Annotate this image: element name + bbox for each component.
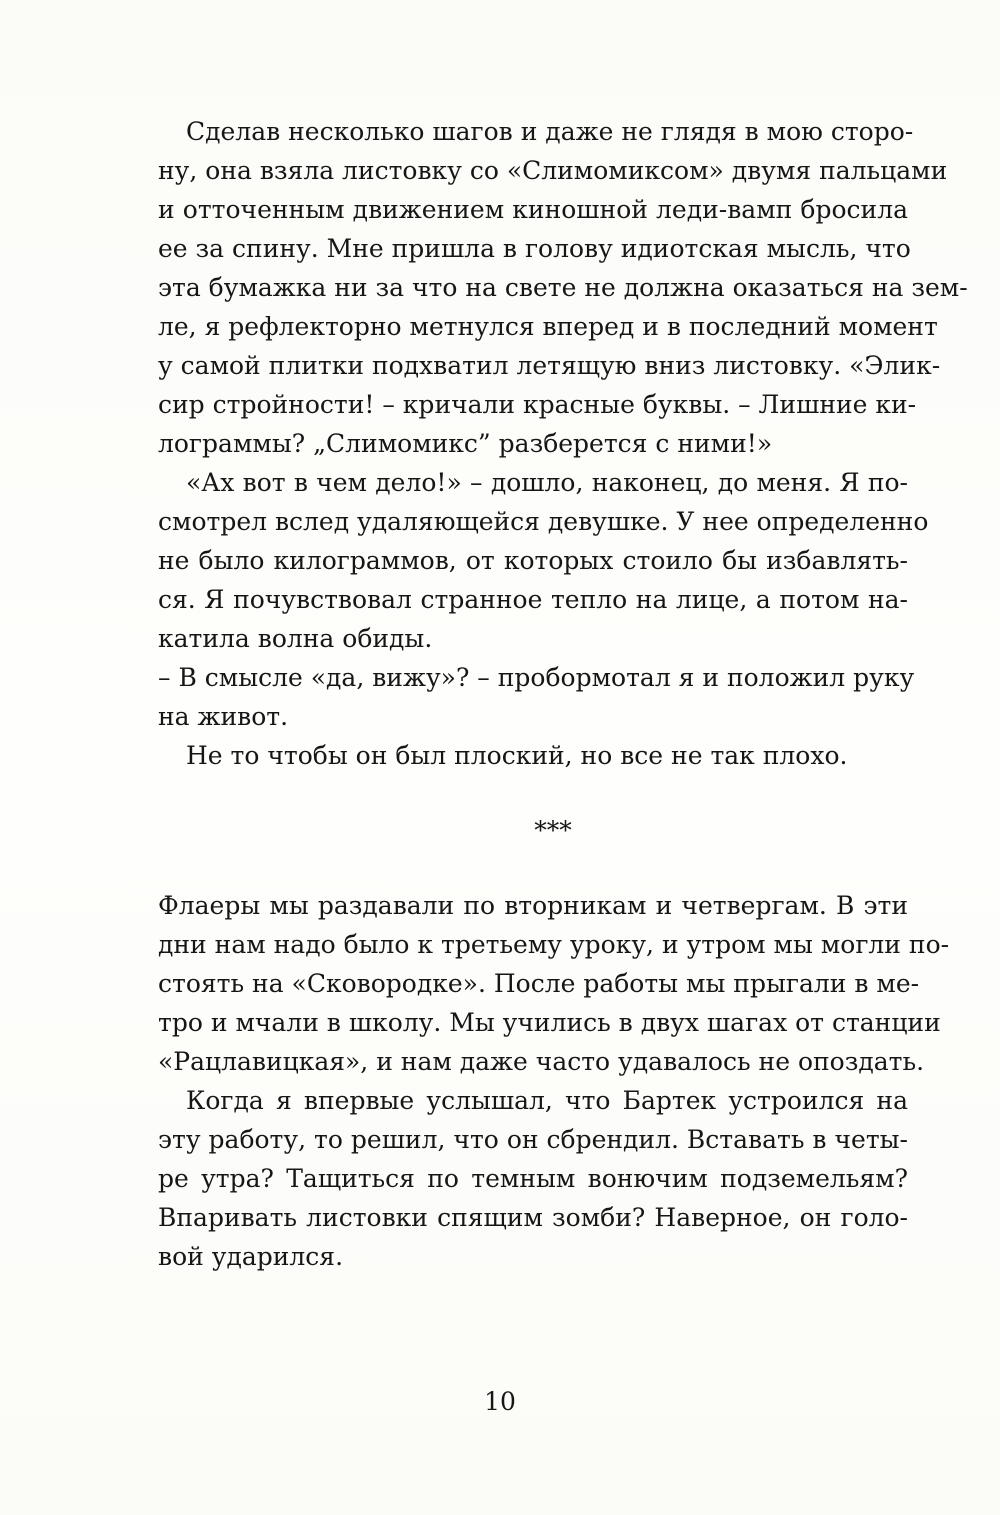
text-line: стоять на «Сковородке». После работы мы прыгали в ме- (158, 969, 920, 998)
paragraph-4 (158, 736, 908, 775)
paragraph-6 (158, 1081, 908, 1276)
text-line: Флаеры мы раздавали по вторникам и четвергам. В эти (158, 891, 908, 920)
text-line: эту работу, то решил, что он сбрендил. Вставать в четы- (158, 1125, 908, 1154)
text-line: катила волна обиды. (158, 624, 433, 653)
text-line: ся. Я почувствовал странное тепло на лице, а потом на- (158, 585, 908, 614)
paragraph-1 (158, 112, 968, 463)
text-line: на живот. (158, 702, 289, 731)
text-line: Не то чтобы он был плоский, но все не так плохо. (186, 741, 848, 770)
text-line: тро и мчали в школу. Мы учились в двух шагах от станции (158, 1008, 941, 1037)
page-number: 10 (484, 1387, 516, 1416)
text-line: ре утра? Тащиться по темным вонючим подземельям? (158, 1164, 908, 1193)
text-line: не было килограммов, от которых стоило бы избавлять- (158, 546, 908, 575)
text-line: «Рацлавицкая», и нам даже часто удавалось не опоздать. (158, 1047, 925, 1076)
text-line: эта бумажка ни за что на свете не должна оказаться на зем- (158, 273, 968, 302)
text-line: Сделав несколько шагов и даже не глядя в мою сторо- (186, 117, 914, 146)
text-line: «Ах вот в чем дело!» – дошло, наконец, до меня. Я по- (186, 468, 908, 497)
text-line: Впаривать листовки спящим зомби? Наверное, он голо- (158, 1203, 908, 1232)
text-line: ле, я рефлекторно метнулся вперед и в последний момент (158, 312, 938, 341)
text-line: вой ударился. (158, 1242, 344, 1271)
text-line: у самой плитки подхватил летящую вниз листовку. «Элик- (158, 351, 941, 380)
text-line: ее за спину. Мне пришла в голову идиотская мысль, что (158, 234, 911, 263)
paragraph-2 (158, 463, 929, 658)
text-line: смотрел вслед удаляющейся девушке. У нее определенно (158, 507, 929, 536)
text-line: ну, она взяла листовку со «Слимомиксом» двумя пальцами (158, 156, 948, 185)
text-line: дни нам надо было к третьему уроку, и утром мы могли по- (158, 930, 950, 959)
page-body (158, 112, 968, 1276)
text-line: сир стройности! – кричали красные буквы. – Лишние ки- (158, 390, 917, 419)
section-separator: *** (534, 816, 572, 845)
paragraph-5 (158, 886, 950, 1081)
text-line: Когда я впервые услышал, что Бартек устроился на (186, 1086, 908, 1115)
paragraph-3 (158, 658, 915, 736)
text-line: лограммы? „Слимомикс” разберется с ними!» (158, 429, 773, 458)
spacer (158, 775, 908, 811)
spacer (158, 850, 908, 886)
text-line: – В смысле «да, вижу»? – пробормотал я и положил руку (158, 663, 915, 692)
text-line: и отточенным движением киношной леди-вамп бросила (158, 195, 908, 224)
